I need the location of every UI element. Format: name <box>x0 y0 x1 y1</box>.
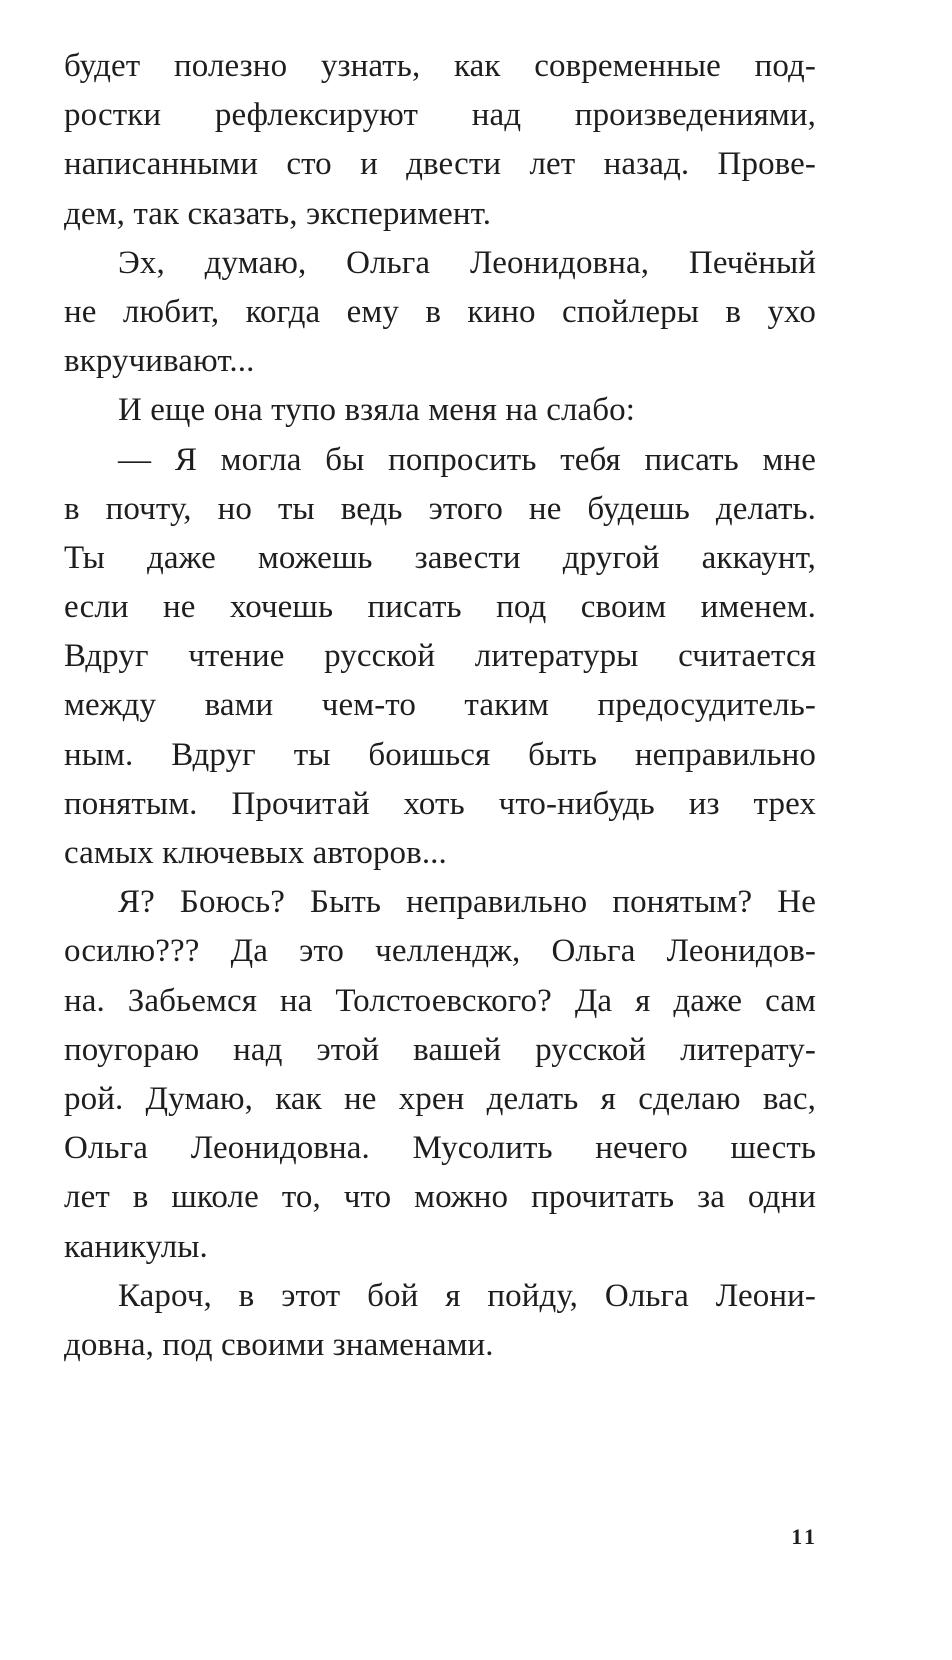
text-line: И еще она тупо взяла меня на слабо: <box>118 392 636 429</box>
text-line: поугораю над этой вашей русской литерату- <box>64 1031 816 1068</box>
text-line: написанными сто и двести лет назад. Прове- <box>64 146 816 183</box>
text-line: рой. Думаю, как не хрен делать я сделаю вас, <box>64 1080 816 1117</box>
text-line: дем, так сказать, эксперимент. <box>64 195 492 232</box>
paragraph <box>64 878 816 1272</box>
paragraph <box>64 386 816 435</box>
text-line: будет полезно узнать, как современные под- <box>64 48 816 84</box>
text-line: Кароч, в этот бой я пойду, Ольга Леони- <box>118 1277 816 1314</box>
page-number: 11 <box>791 1524 818 1549</box>
text-line: лет в школе то, что можно прочитать за одни <box>64 1179 816 1216</box>
text-line: на. Забьемся на Толстоевского? Да я даже сам <box>64 982 816 1019</box>
text-line: осилю??? Да это челлендж, Ольга Леонидов- <box>64 933 816 970</box>
text-line: понятым. Прочитай хоть что-нибудь из трех <box>64 785 816 822</box>
paragraph-dialogue <box>64 436 816 879</box>
text-line: довна, под своими знаменами. <box>64 1326 494 1363</box>
text-line: Я? Боюсь? Быть неправильно понятым? Не <box>118 884 816 921</box>
text-line: ным. Вдруг ты боишься быть неправильно <box>64 736 816 773</box>
text-line: если не хочешь писать под своим именем. <box>64 589 816 626</box>
text-line: ростки рефлексируют над произведениями, <box>64 97 816 134</box>
text-line: не любит, когда ему в кино спойлеры в ухо <box>64 293 816 330</box>
paragraph <box>64 239 816 387</box>
text-line: в почту, но ты ведь этого не будешь делать. <box>64 490 816 527</box>
text-line: Вдруг чтение русской литературы считается <box>64 638 816 675</box>
text-line: между вами чем-то таким предосудитель- <box>64 687 816 724</box>
text-line: Эх, думаю, Ольга Леонидовна, Печёный <box>118 244 816 281</box>
text-line: Ты даже можешь завести другой аккаунт, <box>64 539 816 576</box>
text-line: Ольга Леонидовна. Мусолить нечего шесть <box>64 1130 816 1167</box>
text-line: каникулы. <box>64 1228 208 1265</box>
text-line: самых ключевых авторов... <box>64 835 447 871</box>
text-line: вкручивают... <box>64 343 255 380</box>
paragraph <box>64 42 816 239</box>
book-page-text <box>64 42 816 1370</box>
paragraph <box>64 1272 816 1370</box>
text-line: — Я могла бы попросить тебя писать мне <box>118 441 816 478</box>
